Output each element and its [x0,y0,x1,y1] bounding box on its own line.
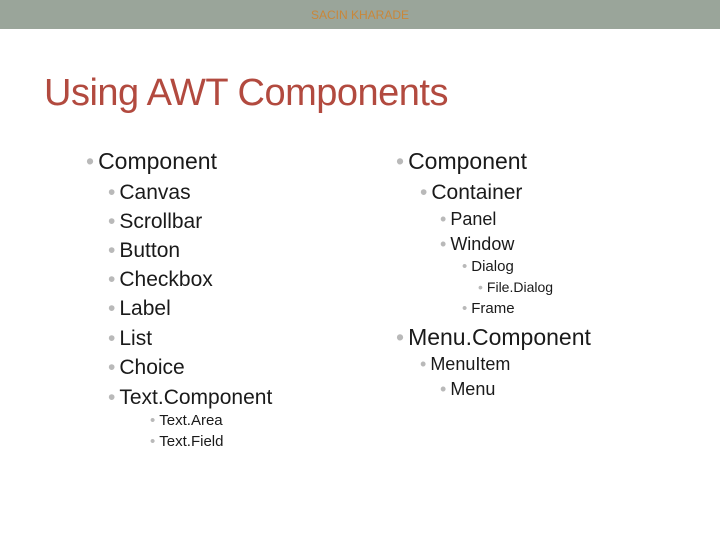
list-sub-sub-item: • Dialog [462,258,514,275]
header-bar [0,0,720,29]
right-heading-component: • Component [396,148,527,174]
bullet-icon: • [108,327,116,350]
list-sub-item: • Text.Area [150,412,223,429]
list-item: • Label [108,297,171,320]
bullet-icon: • [108,356,116,379]
bullet-icon: • [150,433,156,450]
left-heading: • Component [86,148,217,174]
list-item: • Button [108,239,181,262]
bullet-icon: • [462,258,468,275]
list-sub-sub-item: • Frame [462,300,515,317]
list-item-container: • Container [420,181,523,204]
list-sub-item: • MenuItem [420,354,511,374]
bullet-icon: • [108,268,116,291]
bullet-icon: • [440,234,447,254]
bullet-icon: • [420,181,428,204]
list-item: • Scrollbar [108,210,203,233]
bullet-icon: • [108,297,116,320]
list-item: • Canvas [108,181,191,204]
bullet-icon: • [108,386,116,409]
list-sub-sub-sub-item: • File.Dialog [478,279,554,295]
list-sub-item: • Text.Field [150,433,224,450]
list-sub-item: • Window [440,234,515,254]
bullet-icon: • [396,324,405,350]
bullet-icon: • [108,239,116,262]
bullet-icon: • [108,181,116,204]
bullet-icon: • [396,148,405,174]
bullet-icon: • [440,379,447,399]
bullet-icon: • [478,279,483,295]
list-item: • Checkbox [108,268,213,291]
bullet-icon: • [150,412,156,429]
bullet-icon: • [462,300,468,317]
right-heading-menu-component: • Menu.Component [396,324,591,350]
bullet-icon: • [440,209,447,229]
bullet-icon: • [420,354,427,374]
list-item: • List [108,327,153,350]
list-sub-item: • Panel [440,209,497,229]
list-item: • Text.Component [108,386,273,409]
bullet-icon: • [86,148,95,174]
slide-title: Using AWT Components [44,72,448,114]
list-sub-sub-item: • Menu [440,379,496,399]
header-text: SACIN KHARADE [310,8,410,22]
list-item: • Choice [108,356,185,379]
bullet-icon: • [108,210,116,233]
